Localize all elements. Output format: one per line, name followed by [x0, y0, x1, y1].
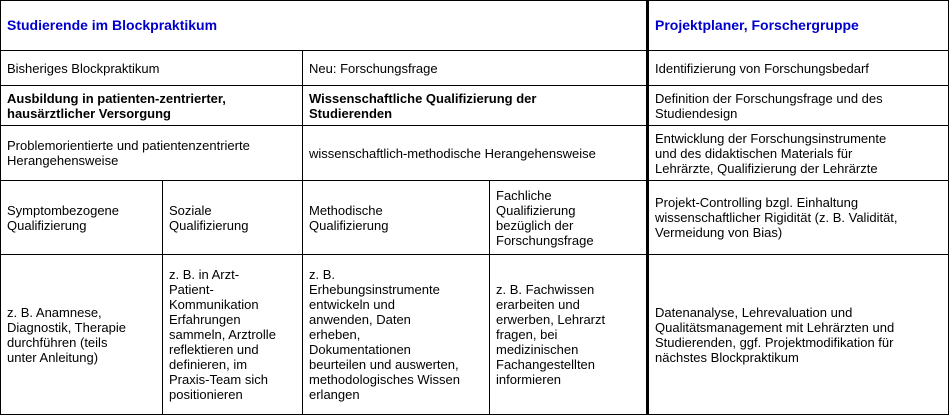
table-row	[1, 255, 949, 415]
planners-header: Projektplaner, Forschergruppe	[648, 1, 949, 51]
expertise-example-cell: z. B. Fachwissen erarbeiten und erwerben, Lehrarzt fragen, bei medizinischen Fachangestellten informieren	[490, 255, 648, 415]
subject-qualification-cell: Fachliche Qualifizierung bezüglich der Forschungsfrage	[490, 181, 648, 255]
research-question-definition-cell: Definition der Forschungsfrage und des Studiendesign	[648, 86, 949, 126]
previous-practicum-cell: Bisheriges Blockpraktikum	[1, 51, 303, 86]
anamnesis-example-cell: z. B. Anamnese, Diagnostik, Therapie durchführen (teils unter Anleitung)	[1, 255, 163, 415]
table-row	[1, 86, 949, 126]
symptom-qualification-cell: Symptombezogene Qualifizierung	[1, 181, 163, 255]
table-row	[1, 126, 949, 181]
methodical-approach-cell: wissenschaftlich-methodische Herangehensweise	[303, 126, 648, 181]
communication-example-cell: z. B. in Arzt- Patient- Kommunikation Erfahrungen sammeln, Arztrolle reflektieren und definieren, im Praxis-Team sich positionieren	[163, 255, 303, 415]
new-research-question-cell: Neu: Forschungsfrage	[303, 51, 648, 86]
research-need-cell: Identifizierung von Forschungsbedarf	[648, 51, 949, 86]
problem-oriented-approach-cell: Problemorientierte und patientenzentrierte Herangehensweise	[1, 126, 303, 181]
instruments-example-cell: z. B. Erhebungsinstrumente entwickeln und anwenden, Daten erheben, Dokumentationen beurteilen und auswerten, methodologisches Wissen erlangen	[303, 255, 490, 415]
students-header: Studierende im Blockpraktikum	[1, 1, 648, 51]
data-analysis-cell: Datenanalyse, Lehrevaluation und Qualitätsmanagement mit Lehrärzten und Studierenden, ggf. Projektmodifikation für nächstes Blockpraktikum	[648, 255, 949, 415]
table-row	[1, 181, 949, 255]
instrument-development-cell: Entwicklung der Forschungsinstrumente und des didaktischen Materials für Lehrärzte, Qualifizierung der Lehrärzte	[648, 126, 949, 181]
header-row	[1, 1, 949, 51]
project-controlling-cell: Projekt-Controlling bzgl. Einhaltung wissenschaftlicher Rigidität (z. B. Validität, Vermeidung von Bias)	[648, 181, 949, 255]
social-qualification-cell: Soziale Qualifizierung	[163, 181, 303, 255]
patient-centered-education-cell: Ausbildung in patienten-zentrierter, hausärztlicher Versorgung	[1, 86, 303, 126]
table-row	[1, 51, 949, 86]
methodical-qualification-cell: Methodische Qualifizierung	[303, 181, 490, 255]
scientific-qualification-cell: Wissenschaftliche Qualifizierung der Studierenden	[303, 86, 648, 126]
